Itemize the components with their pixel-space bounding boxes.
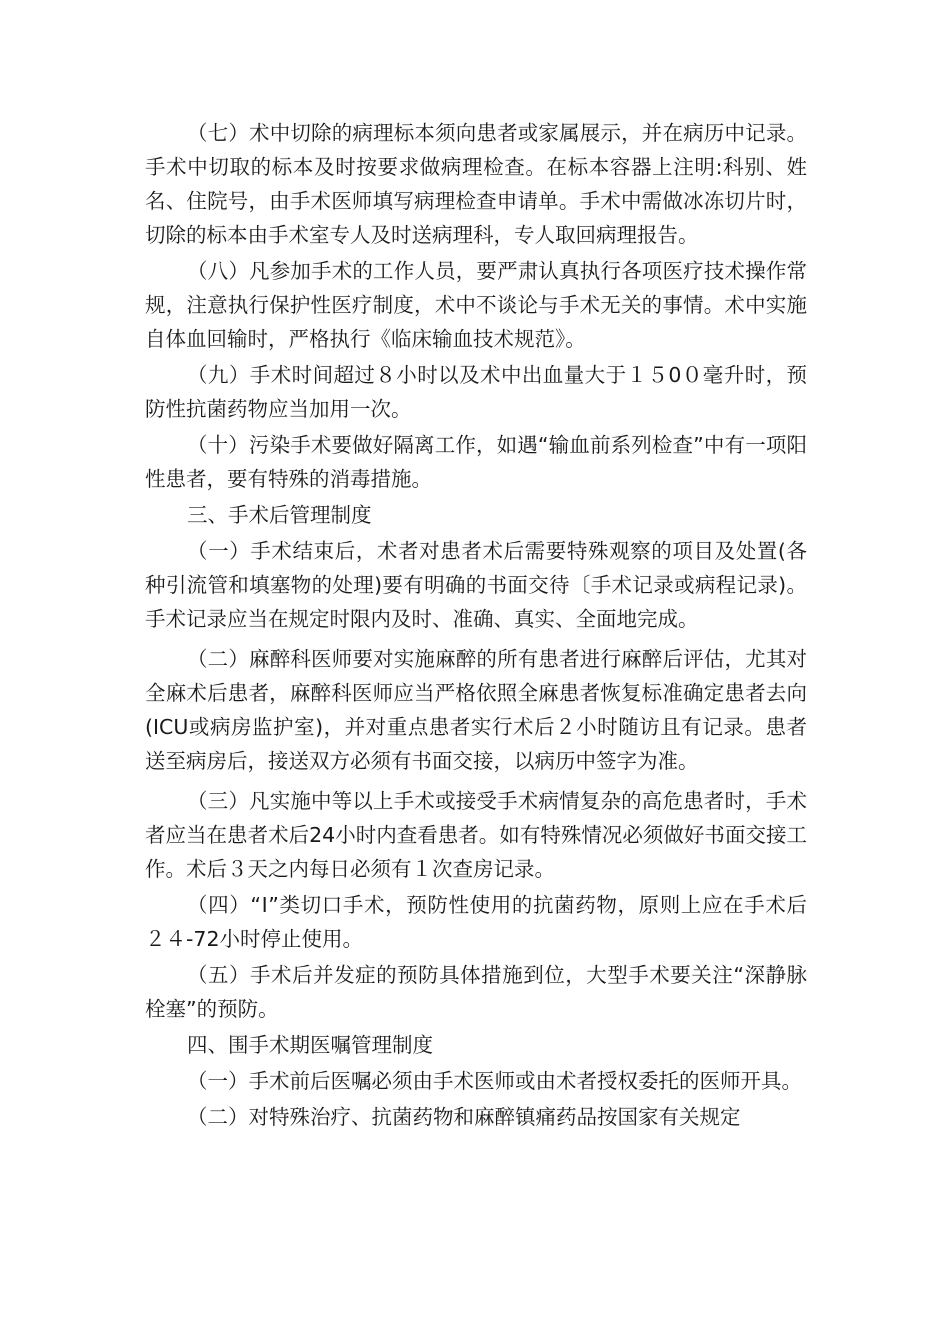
paragraph-post-1-handover: （一）手术结束后，术者对患者术后需要特殊观察的项目及处置(各种引流管和填塞物的处理)要有明确的书面交待〔手术记录或病程记录)。手术记录应当在规定时限内及时、准确、真实、全面地完成。 [145,539,807,631]
paragraph-8-staff-conduct: （八）凡参加手术的工作人员，要严肃认真执行各项医疗技术操作常规，注意执行保护性医疗制度，术中不谈论与手术无关的事情。术中实施自体血回输时，严格执行《临床输血技术规范》。 [145,259,807,351]
paragraph-orders-1: （一）手术前后医嘱必须由手术医师或由术者授权委托的医师开具。 [187,1069,802,1093]
paragraph-post-5-complications: （五）手术后并发症的预防具体措施到位，大型手术要关注“深静脉栓塞”的预防。 [145,963,807,1021]
section-heading-orders: 四、围手术期医嘱管理制度 [187,1033,433,1057]
paragraph-7-pathology-specimen: （七）术中切除的病理标本须向患者或家属展示，并在病历中记录。手术中切取的标本及时按要求做病理检查。在标本容器上注明:科别、姓名、住院号，由手术医师填写病理检查申请单。手术中需做冰冻切片时，切除的标本由手术室专人及时送病理科，专人取回病理报告。 [145,121,807,247]
paragraph-post-4-antibiotic-stop: （四）“Ⅰ”类切口手术，预防性使用的抗菌药物，原则上应在手术后 ２４-72小时停止使用。 [145,893,807,951]
paragraph-orders-2: （二）对特殊治疗、抗菌药物和麻醉镇痛药品按国家有关规定 [187,1105,741,1129]
section-heading-postoperative: 三、手术后管理制度 [187,503,372,527]
document-body [145,116,807,1134]
paragraph-post-3-high-risk: （三）凡实施中等以上手术或接受手术病情复杂的高危患者时，手术者应当在患者术后24小时内查看患者。如有特殊情况必须做好书面交接工作。术后３天之内每日必须有１次查房记录。 [145,789,807,881]
paragraph-post-2-anesthesia: （二）麻醉科医师要对实施麻醉的所有患者进行麻醉后评估，尤其对全麻术后患者，麻醉科医师应当严格依照全麻患者恢复标准确定患者去向(ICU或病房监护室)，并对重点患者实行术后２小时随访且有记录。患者送至病房后，接送双方必须有书面交接，以病历中签字为准。 [145,647,807,773]
paragraph-9-antibiotics: （九）手术时间超过８小时以及术中出血量大于１５0０毫升时，预防性抗菌药物应当加用一次。 [145,363,807,421]
paragraph-10-contaminated-surgery: （十）污染手术要做好隔离工作，如遇“输血前系列检查”中有一项阳性患者，要有特殊的消毒措施。 [145,433,807,491]
